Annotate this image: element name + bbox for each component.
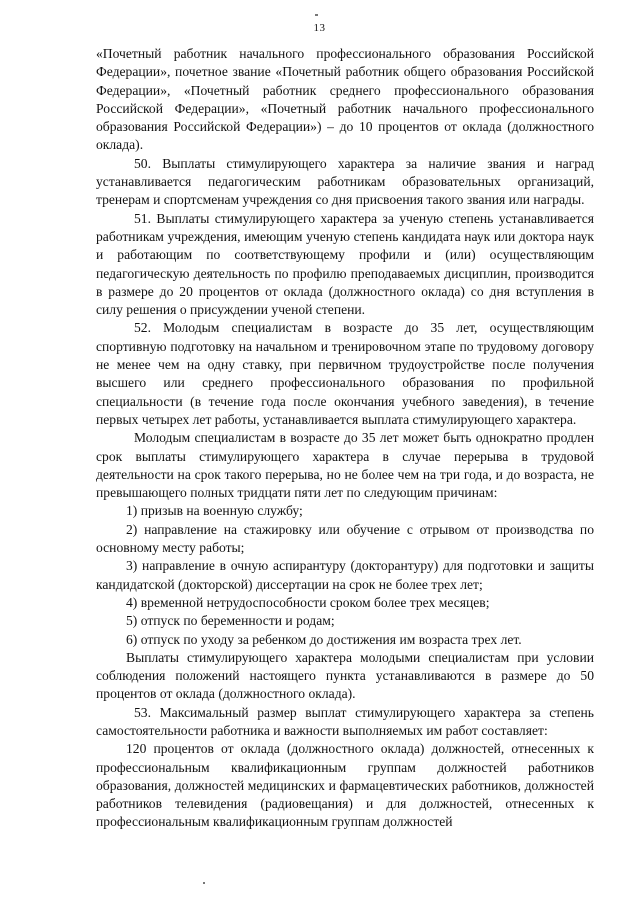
paragraph-young-specialists: Молодым специалистам в возрасте до 35 лет может быть однократно продлен срок выплаты стимулирующего характера в случае перерыва в трудовой деятельности на срок такого перерыва, но не более чем на три года, и до возраста, не превышающего полных тридцати пяти лет по следующим причинам: [96, 430, 594, 501]
document-body [96, 45, 594, 832]
list-item-1: 1) призыв на военную службу; [126, 503, 303, 519]
paragraph-53: 53. Максимальный размер выплат стимулирующего характера за степень самостоятельности работника и важности выполняемых им работ составляет: [96, 704, 594, 738]
page-number: 13 [313, 22, 326, 34]
paragraph-continuation: «Почетный работник начального профессионального образования Российской Федерации», почетное звание «Почетный работник общего образования Российской Федерации», «Почетный работник среднего профессионального образования Российской Федерации», «Почетный работник начального профессионального образования Российской Федерации») – до 10 процентов от оклада (должностного оклада). [96, 46, 594, 153]
scan-speck [315, 14, 318, 16]
list-item-6: 6) отпуск по уходу за ребенком до достижения им возраста трех лет. [126, 631, 522, 647]
list-item-4: 4) временной нетрудоспособности сроком более трех месяцев; [126, 594, 490, 610]
list-item-5: 5) отпуск по беременности и родам; [126, 613, 335, 629]
list-item-3: 3) направление в очную аспирантуру (докторантуру) для подготовки и защиты кандидатской (докторской) диссертации на срок не более трех лет; [96, 558, 594, 592]
scan-speck [203, 882, 205, 884]
list-item-2: 2) направление на стажировку или обучение с отрывом от производства по основному месту работы; [96, 521, 594, 556]
paragraph-payments: Выплаты стимулирующего характера молодыми специалистам при условии соблюдения положений настоящего пункта устанавливаются в размере до 50 процентов от оклада (должностного оклада). [96, 649, 594, 702]
paragraph-51: 51. Выплаты стимулирующего характера за ученую степень устанавливается работникам учреждения, имеющим ученую степень кандидата наук или доктора наук и работающим по соответствующему профили и (или) осуществляющим педагогическую деятельность по профилю преподаваемых дисциплин, производится в размере до 20 процентов от оклада (должностного оклада) со дня вступления в силу решения о присуждении ученой степени. [96, 210, 594, 318]
paragraph-50: 50. Выплаты стимулирующего характера за наличие звания и наград устанавливается педагогическим работникам образовательных организаций, тренерам и спортсменам учреждения со дня присвоения такого звания или награды. [96, 155, 594, 208]
paragraph-52: 52. Молодым специалистам в возрасте до 35 лет, осуществляющим спортивную подготовку на начальном и тренировочном этапе по трудовому договору не менее чем на одну ставку, при первичном трудоустройстве после получения высшего или среднего профессионального образования по профильной специальности (в течение года после окончания учебного заведения), в течение первых четырех лет работы, устанавливается выплата стимулирующего характера. [96, 320, 594, 427]
paragraph-120-percent: 120 процентов от оклада (должностного оклада) должностей, отнесенных к профессиональным квалификационным группам должностей работников образования, должностей медицинских и фармацевтических работников, должностей работников телевидения (радиовещания) и для должностей, отнесенных к профессиональным квалификационным группам должностей [96, 741, 594, 830]
